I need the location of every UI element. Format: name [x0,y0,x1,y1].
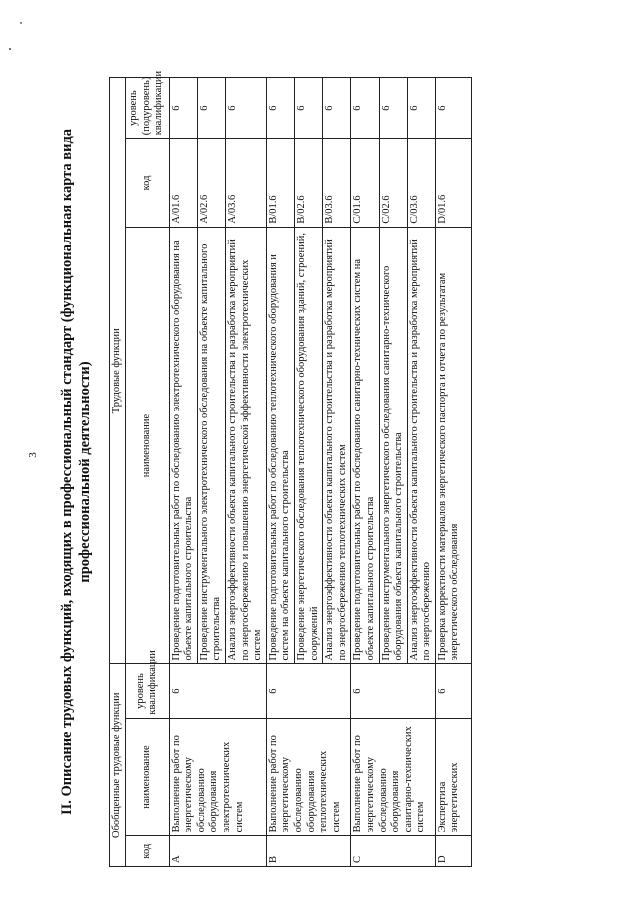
function-level: 6 [294,78,322,139]
header-row-1 [110,78,126,867]
function-name: Проведение подготовительных работ по обследованию теплотехнического оборудования и систем на объекте капитального строительства [266,227,294,664]
function-level: 6 [266,78,294,139]
table-row [266,78,294,867]
group-code: B [266,836,351,867]
header-name: наименование [125,718,169,836]
function-code: A/02.6 [197,139,225,227]
header-labor-functions: Трудовые функции [110,78,126,664]
function-level: 6 [323,78,351,139]
function-code: A/01.6 [169,139,197,227]
group-level: 6 [351,664,436,718]
function-level: 6 [435,78,471,139]
group-level: 6 [266,664,351,718]
header-function-name: наименование [125,227,169,664]
function-name: Проведение инструментального электротехнического обследования на объекте капитального строительства [197,227,225,664]
function-name: Проведение инструментального энергетического обследования санитарно-технического оборудования объекта капитального строительства [379,227,407,664]
function-code: D/01.6 [435,139,471,227]
table-row [169,78,197,867]
function-name: Проведение подготовительных работ по обследованию санитарно-технических систем на объекте капитального строительства [351,227,379,664]
scan-speck [9,48,11,50]
header-level: уровень квалификации [125,664,169,718]
function-level: 6 [379,78,407,139]
group-name: Выполнение работ по энергетическому обследованию оборудования теплотехнических систем [266,718,351,836]
table-row [351,78,379,867]
functional-map-table [109,70,472,867]
group-code: C [351,836,436,867]
function-code: B/01.6 [266,139,294,227]
function-level: 6 [351,78,379,139]
function-name: Анализ энергоэффективности объекта капитального строительства и разработка мероприятий по энергосбережению теплотехнических систем [323,227,351,664]
function-code: C/03.6 [407,139,435,227]
function-code: B/02.6 [294,139,322,227]
group-name: Экспертиза энергетических [435,718,471,836]
header-code: код [125,836,169,867]
group-code: D [435,836,471,867]
rotated-page-content [58,70,568,867]
header-function-level: уровень (подуровень) квалификации [125,78,169,139]
function-level: 6 [169,78,197,139]
header-generalized-functions: Обобщенные трудовые функции [110,664,126,867]
header-row-2 [125,78,169,867]
function-code: A/03.6 [225,139,266,227]
group-level: 6 [435,664,471,718]
function-level: 6 [407,78,435,139]
scan-speck [20,22,22,24]
function-name: Проведение подготовительных работ по обследованию электротехнического оборудования на объекте капитального строительства [169,227,197,664]
function-name: Проведение энергетического обследования теплотехнического оборудования зданий, строений, сооружений [294,227,322,664]
function-level: 6 [225,78,266,139]
function-code: B/03.6 [323,139,351,227]
function-code: C/01.6 [351,139,379,227]
function-name: Анализ энергоэффективности объекта капитального строительства и разработка мероприятий по энергосбережению и повышению энергетической эффективности электротехнических систем [225,227,266,664]
function-level: 6 [197,78,225,139]
table-row [435,78,471,867]
section-title-line-2: профессиональной деятельности) [77,361,93,583]
group-name: Выполнение работ по энергетическому обследованию оборудования санитарно-технических систем [351,718,436,836]
function-name: Анализ энергоэффективности объекта капитального строительства и разработка мероприятий по энергосбережению [407,227,435,664]
group-name: Выполнение работ по энергетическому обследованию оборудования электротехнических систем [169,718,266,836]
section-title-line-1: II. Описание трудовых функций, входящих в профессиональный стандарт (функциональная карта вида [59,128,75,816]
page-number: 3 [26,452,39,458]
group-level: 6 [169,664,266,718]
section-title [58,82,94,862]
function-code: C/02.6 [379,139,407,227]
group-code: A [169,836,266,867]
function-name: Проверка корректности материалов энергетического паспорта и отчета по результатам энергетического обследования [435,227,471,664]
header-function-code: код [125,139,169,227]
